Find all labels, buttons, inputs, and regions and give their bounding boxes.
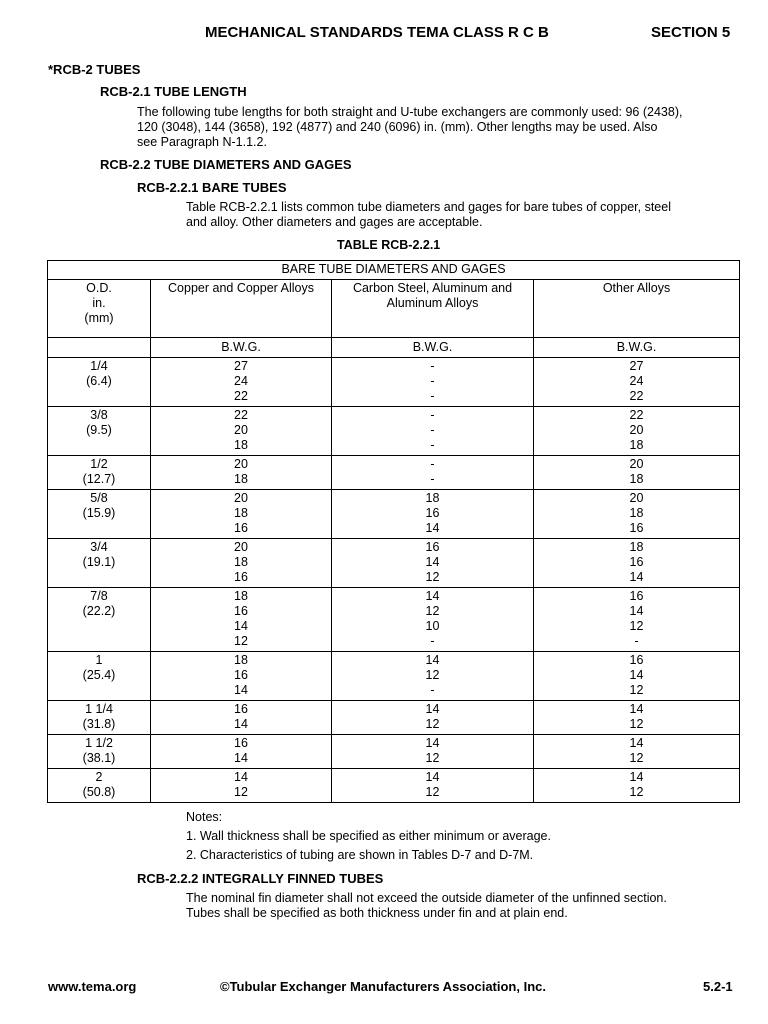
notes <box>186 808 551 865</box>
od-cell: 2 (50.8) <box>48 769 151 803</box>
carbon-steel-cell: 14 12 10 - <box>332 588 534 652</box>
bwg-label: B.W.G. <box>151 338 332 358</box>
text-line: 120 (3048), 144 (3658), 192 (4877) and 240 (6096) in. (mm). Other lengths may be used. Also <box>137 120 658 134</box>
text-line: and alloy. Other diameters and gages are acceptable. <box>186 215 483 229</box>
od-cell: 3/4 (19.1) <box>48 539 151 588</box>
copper-header: Copper and Copper Alloys <box>151 280 332 338</box>
table-row <box>48 407 740 456</box>
other-alloys-cell: 14 12 <box>534 701 740 735</box>
copper-cell: 16 14 <box>151 735 332 769</box>
text-line: The following tube lengths for both straight and U-tube exchangers are commonly used: 96 (2438), <box>137 105 683 119</box>
bwg-spacer <box>48 338 151 358</box>
copper-cell: 20 18 16 <box>151 490 332 539</box>
other-alloys-cell: 16 14 12 <box>534 652 740 701</box>
copper-cell: 22 20 18 <box>151 407 332 456</box>
copper-cell: 16 14 <box>151 701 332 735</box>
od-cell: 5/8 (15.9) <box>48 490 151 539</box>
copper-cell: 18 16 14 <box>151 652 332 701</box>
footer-page-number: 5.2-1 <box>703 979 733 994</box>
carbon-steel-cell: 16 14 12 <box>332 539 534 588</box>
table-row <box>48 539 740 588</box>
od-cell: 1/4 (6.4) <box>48 358 151 407</box>
od-cell: 1/2 (12.7) <box>48 456 151 490</box>
table-title: TABLE RCB-2.2.1 <box>337 238 441 252</box>
od-cell: 7/8 (22.2) <box>48 588 151 652</box>
section-label: SECTION 5 <box>651 24 731 41</box>
table-row <box>48 652 740 701</box>
other-alloys-cell: 16 14 12 - <box>534 588 740 652</box>
text-line: Table RCB-2.2.1 lists common tube diameters and gages for bare tubes of copper, steel <box>186 200 671 214</box>
od-label: O.D. <box>86 281 112 295</box>
carbon-steel-cell: 14 12 - <box>332 652 534 701</box>
carbon-steel-cell: 14 12 <box>332 769 534 803</box>
carbon-steel-cell: 14 12 <box>332 701 534 735</box>
other-alloys-cell: 20 18 <box>534 456 740 490</box>
od-header <box>48 280 151 338</box>
copper-cell: 20 18 16 <box>151 539 332 588</box>
other-alloys-cell: 14 12 <box>534 735 740 769</box>
rcb222-paragraph <box>186 891 746 921</box>
table-row <box>48 701 740 735</box>
copper-cell: 27 24 22 <box>151 358 332 407</box>
od-cell: 1 1/2 (38.1) <box>48 735 151 769</box>
other-alloys-cell: 18 16 14 <box>534 539 740 588</box>
table-row <box>48 456 740 490</box>
other-alloys-cell: 20 18 16 <box>534 490 740 539</box>
od-cell: 1 1/4 (31.8) <box>48 701 151 735</box>
notes-label: Notes: <box>186 810 223 824</box>
od-cell: 1 (25.4) <box>48 652 151 701</box>
od-unit-mm: (mm) <box>84 311 114 325</box>
rcb21-paragraph <box>137 105 747 150</box>
other-alloys-header: Other Alloys <box>534 280 740 338</box>
table-row <box>48 490 740 539</box>
table-row <box>48 735 740 769</box>
rcb22-heading: RCB-2.2 TUBE DIAMETERS AND GAGES <box>100 157 352 172</box>
bwg-label: B.W.G. <box>332 338 534 358</box>
table-caption: BARE TUBE DIAMETERS AND GAGES <box>48 261 740 280</box>
text-line: see Paragraph N-1.1.2. <box>137 135 267 149</box>
tube-gage-table <box>47 260 740 803</box>
table-row <box>48 769 740 803</box>
rcb222-heading: RCB-2.2.2 INTEGRALLY FINNED TUBES <box>137 871 384 886</box>
note-item: 2. Characteristics of tubing are shown in Tables D-7 and D-7M. <box>186 848 534 862</box>
rcb21-heading: RCB-2.1 TUBE LENGTH <box>100 84 247 99</box>
copper-cell: 18 16 14 12 <box>151 588 332 652</box>
carbon-steel-cell: 14 12 <box>332 735 534 769</box>
od-cell: 3/8 (9.5) <box>48 407 151 456</box>
carbon-steel-header: Carbon Steel, Aluminum and Aluminum Alloys <box>332 280 534 338</box>
text-line: The nominal fin diameter shall not exceed the outside diameter of the unfinned section. <box>186 891 667 905</box>
note-item: 1. Wall thickness shall be specified as either minimum or average. <box>186 829 551 843</box>
text-line: Tubes shall be specified as both thickness under fin and at plain end. <box>186 906 568 920</box>
copper-cell: 14 12 <box>151 769 332 803</box>
table-row <box>48 358 740 407</box>
rcb221-heading: RCB-2.2.1 BARE TUBES <box>137 180 287 195</box>
other-alloys-cell: 14 12 <box>534 769 740 803</box>
table-row <box>48 588 740 652</box>
carbon-steel-cell: - - - <box>332 358 534 407</box>
rcb221-paragraph <box>186 200 746 230</box>
carbon-steel-cell: - - <box>332 456 534 490</box>
other-alloys-cell: 22 20 18 <box>534 407 740 456</box>
other-alloys-cell: 27 24 22 <box>534 358 740 407</box>
carbon-steel-cell: 18 16 14 <box>332 490 534 539</box>
footer-copyright: ©Tubular Exchanger Manufacturers Association, Inc. <box>220 979 546 994</box>
copper-cell: 20 18 <box>151 456 332 490</box>
carbon-steel-cell: - - - <box>332 407 534 456</box>
page-title: MECHANICAL STANDARDS TEMA CLASS R C B <box>205 24 549 41</box>
rcb2-heading: *RCB-2 TUBES <box>48 62 141 77</box>
footer-website[interactable]: www.tema.org <box>48 979 137 994</box>
bwg-label: B.W.G. <box>534 338 740 358</box>
od-unit-in: in. <box>92 296 106 310</box>
